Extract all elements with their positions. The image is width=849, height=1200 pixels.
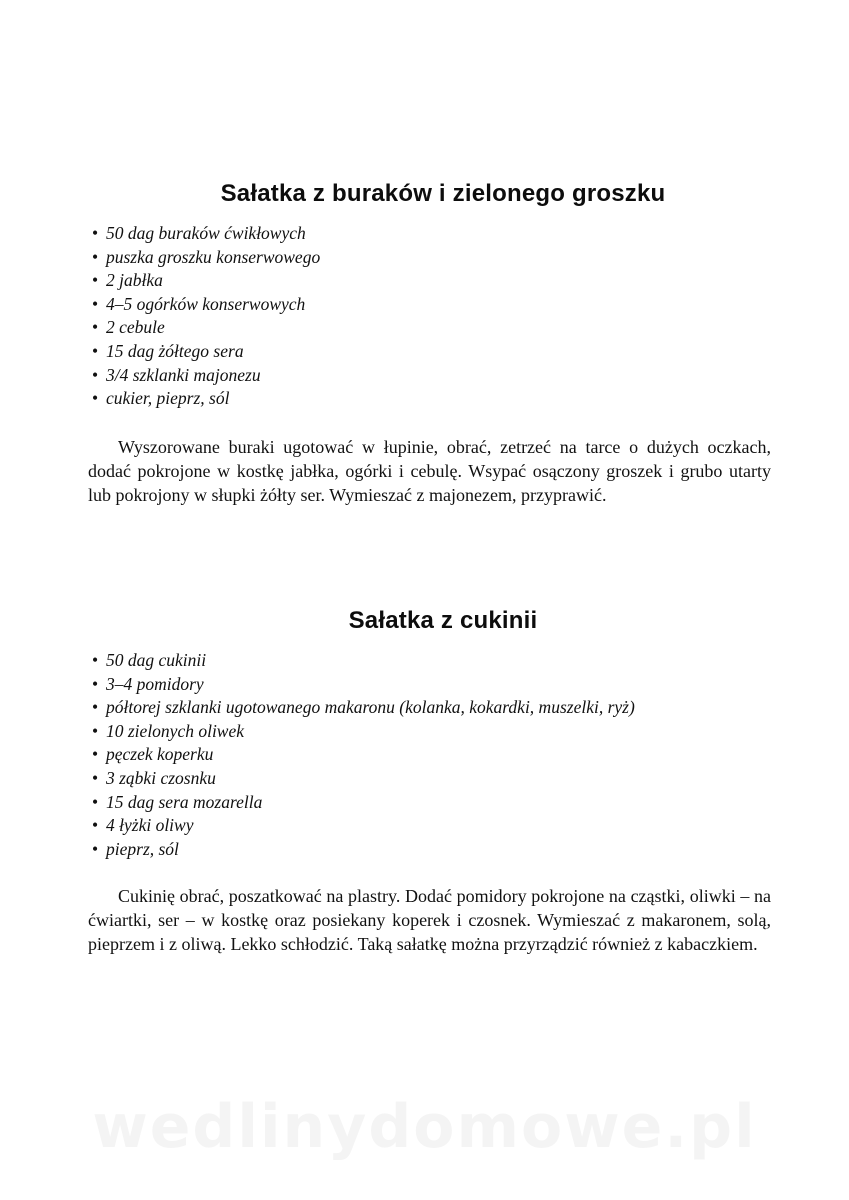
ingredient-item: • 2 jabłka [88, 269, 778, 293]
ingredient-item: • pęczek koperku [88, 743, 778, 767]
ingredient-list [88, 222, 778, 411]
ingredient-item: • puszka groszku konserwowego [88, 246, 778, 270]
bullet-icon: • [92, 270, 99, 291]
ingredient-list [88, 649, 778, 861]
recipe-description: Cukinię obrać, poszatkować na plastry. Dodać pomidory pokrojone na cząstki, oliwki – na ćwiartki, ser – w kostkę oraz posiekany koperek i czosnek. Wymieszać z makaronem, solą, pieprzem i z oliwą. Lekko schłodzić. Taką sałatkę można przyrządzić również z kabaczkiem. [88, 886, 771, 955]
watermark: wedlinydomowe.pl [92, 1092, 757, 1162]
bullet-icon: • [92, 697, 99, 718]
recipe-title: Sałatka z buraków i zielonego groszku [220, 180, 666, 207]
recipe-description: Wyszorowane buraki ugotować w łupinie, obrać, zetrzeć na tarce o dużych oczkach, dodać pokrojone w kostkę jabłka, ogórki i cebulę. Wsypać osączony groszek i grubo utarty lub pokrojony w słupki żółty ser. Wymieszać z majonezem, przyprawić. [88, 436, 771, 505]
ingredient-item: • cukier, pieprz, sól [88, 387, 778, 411]
bullet-icon: • [92, 838, 99, 859]
bullet-icon: • [92, 815, 99, 836]
bullet-icon: • [92, 720, 99, 741]
ingredient-item: • półtorej szklanki ugotowanego makaronu (kolanka, kokardki, muszelki, ryż) [88, 696, 666, 720]
ingredient-item: • 4–5 ogórków konserwowych [88, 293, 778, 317]
ingredient-item: • 15 dag żółtego sera [88, 340, 778, 364]
bullet-icon: • [92, 340, 99, 361]
ingredient-item: • 10 zielonych oliwek [88, 720, 778, 744]
bullet-icon: • [92, 767, 99, 788]
ingredient-item: • 2 cebule [88, 316, 778, 340]
ingredient-item: • 3 ząbki czosnku [88, 767, 778, 791]
bullet-icon: • [92, 317, 99, 338]
ingredient-item: • pieprz, sól [88, 838, 778, 862]
ingredient-item: • 3/4 szklanki majonezu [88, 364, 778, 388]
bullet-icon: • [92, 364, 99, 385]
recipe-title: Sałatka z cukinii [348, 607, 538, 634]
ingredient-item: • 3–4 pomidory [88, 673, 778, 697]
ingredient-item: • 50 dag cukinii [88, 649, 778, 673]
bullet-icon: • [92, 388, 99, 409]
bullet-icon: • [92, 246, 99, 267]
ingredient-item: • 4 łyżki oliwy [88, 814, 778, 838]
bullet-icon: • [92, 791, 99, 812]
bullet-icon: • [92, 650, 99, 670]
ingredient-item: • 15 dag sera mozarella [88, 791, 778, 815]
bullet-icon: • [92, 293, 99, 314]
bullet-icon: • [92, 673, 99, 694]
recipe-zucchini-salad [88, 607, 778, 956]
ingredient-item: • 50 dag buraków ćwikłowych [88, 222, 778, 246]
bullet-icon: • [92, 223, 99, 243]
recipe-beet-pea-salad [88, 180, 778, 507]
bullet-icon: • [92, 744, 99, 765]
